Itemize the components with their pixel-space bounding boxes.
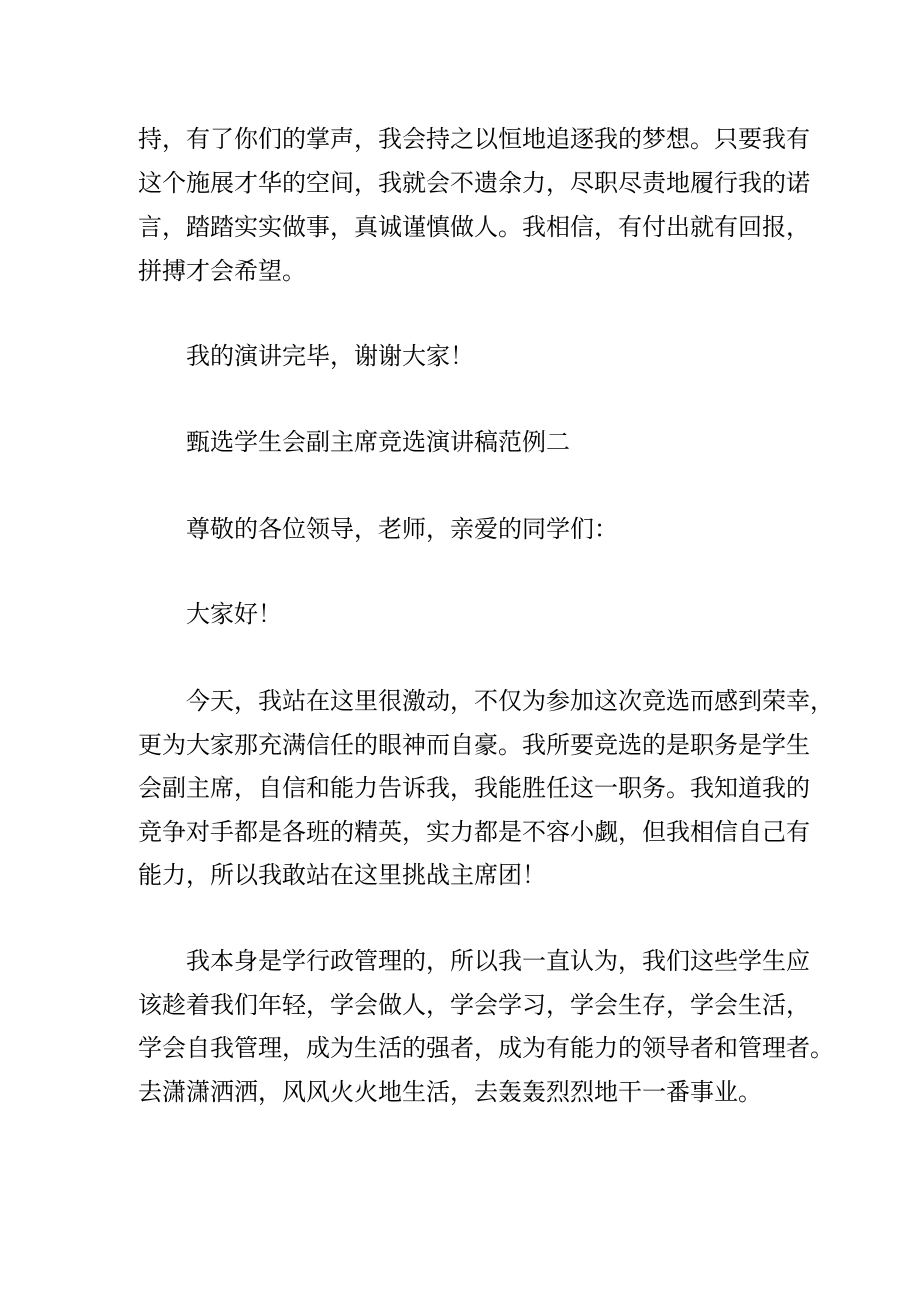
text-line: 我本身是学行政管理的，所以我一直认为，我们这些学生应 [186, 947, 810, 975]
text-line: 会副主席，自信和能力告诉我，我能胜任这一职务。我知道我的 [138, 774, 810, 802]
text-line: 今天，我站在这里很激动，不仅为参加这次竞选而感到荣幸， [186, 687, 834, 715]
text-line: 这个施展才华的空间，我就会不遗余力，尽职尽责地履行我的诺 [138, 169, 810, 197]
text-line: 更为大家那充满信任的眼神而自豪。我所要竞选的是职务是学生 [138, 731, 810, 759]
section-title: 甄选学生会副主席竞选演讲稿范例二 [186, 428, 570, 456]
text-line: 学会自我管理，成为生活的强者，成为有能力的领导者和管理者。 [138, 1034, 834, 1062]
closing-line: 我的演讲完毕，谢谢大家！ [186, 342, 474, 370]
text-line: 言，踏踏实实做事，真诚谨慎做人。我相信，有付出就有回报， [138, 213, 810, 241]
text-line: 去潇潇洒洒，风风火火地生活，去轰轰烈烈地干一番事业。 [138, 1078, 762, 1106]
text-line: 竞争对手都是各班的精英，实力都是不容小觑，但我相信自己有 [138, 818, 810, 846]
text-line: 能力，所以我敢站在这里挑战主席团！ [138, 861, 546, 889]
text-line: 拼搏才会希望。 [138, 257, 306, 285]
greeting: 大家好！ [186, 600, 282, 628]
salutation: 尊敬的各位领导，老师，亲爱的同学们： [186, 515, 618, 543]
text-line: 持，有了你们的掌声，我会持之以恒地追逐我的梦想。只要我有 [138, 125, 810, 153]
text-line: 该趁着我们年轻，学会做人，学会学习，学会生存，学会生活， [138, 991, 810, 1019]
